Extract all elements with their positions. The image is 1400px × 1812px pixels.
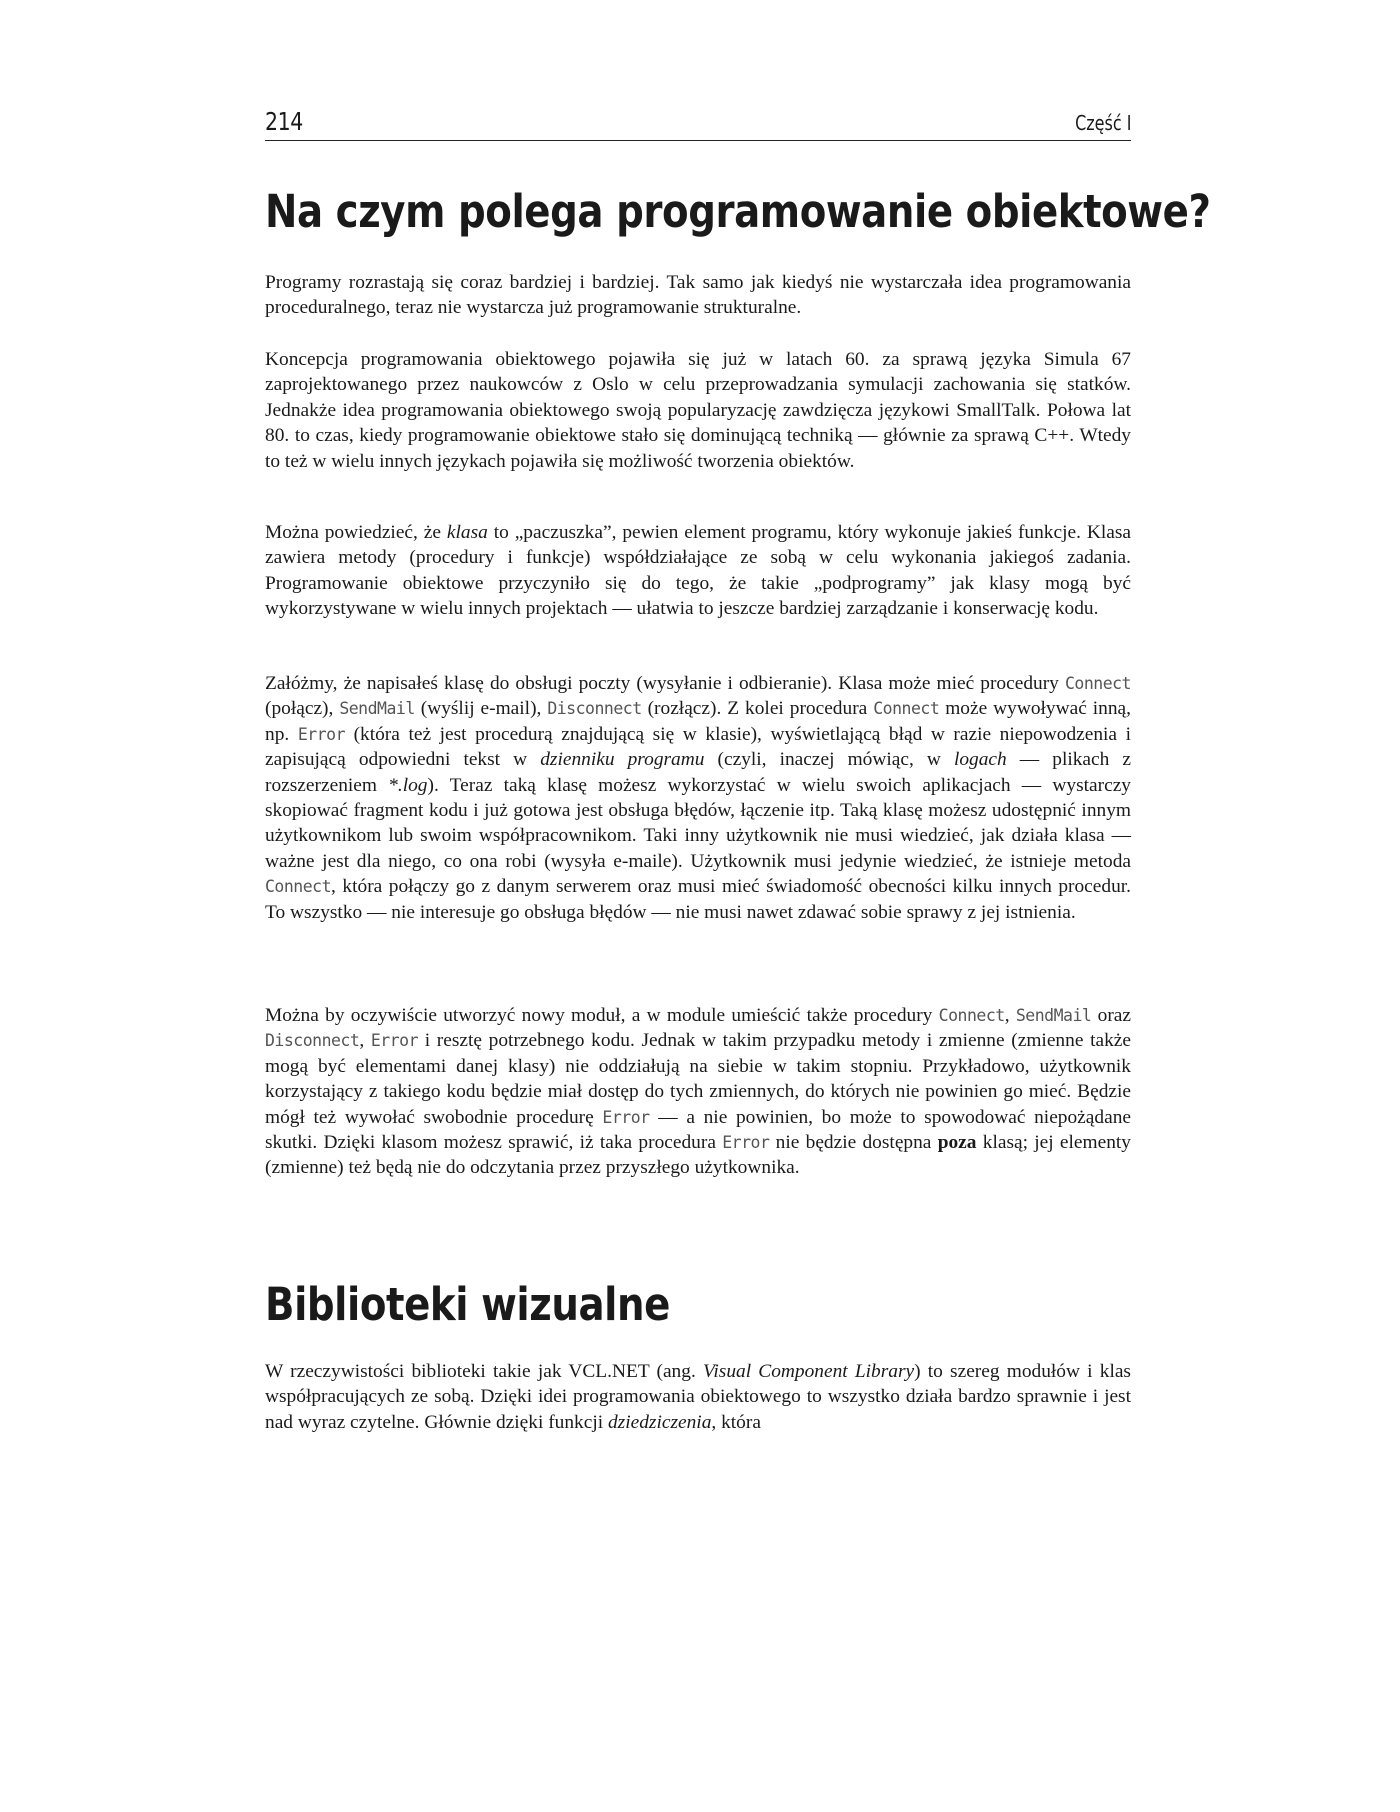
code-identifier: Connect <box>1064 674 1131 693</box>
section-heading-oop: Na czym polega programowanie obiektowe? <box>265 185 1211 238</box>
text-run: , <box>1004 1005 1016 1026</box>
paragraph: Koncepcja programowania obiektowego pojawiła się już w latach 60. za sprawą języka Simula 67 zaprojektowanego przez naukowców z Oslo w celu przeprowadzania symulacji zachowania się statków. Jednakże idea programowania obiektowego swoją popularyzację zawdzięcza językowi SmallTalk. Połowa lat 80. to czas, kiedy programowanie obiektowe stało się dominującą techniką — głównie za sprawą C++. Wtedy to też w wielu innych językach pojawiła się możliwość tworzenia obiektów. <box>265 349 1131 472</box>
text-run: klasą; jej elementy (zmienne) też będą nie do odczytania przez przyszłego użytkownika. <box>265 1132 1131 1179</box>
code-identifier: Disconnect <box>265 1031 360 1051</box>
code-identifier: Error <box>722 1133 770 1153</box>
text-run: (czyli, inaczej mówiąc, w <box>704 749 954 771</box>
text-run: , która połączy go z danym serwerem oraz musi mieć świadomość obecności kilku innych procedur. To wszystko — nie interesuje go obsługa błędów — nie musi nawet zdawać sobie sprawy z jej istnienia. <box>265 876 1131 923</box>
text-run: W rzeczywistości biblioteki takie jak VCL.NET (ang. <box>265 1361 703 1382</box>
paragraph <box>265 1359 1131 1435</box>
term-italic: logach <box>953 749 1007 771</box>
code-identifier: SendMail <box>1015 1006 1092 1025</box>
text-run: Można powiedzieć, że <box>265 522 447 543</box>
running-header <box>265 102 1131 141</box>
term-italic: *.log <box>388 774 428 796</box>
text-run: i resztę potrzebnego kodu. Jednak w takim przypadku metody i zmienne (zmienne także mogą być elementami danej klasy) nie oddziałują na siebie w takim stopniu. Przykładowo, użytkownik korzystający z takiego kodu będzie miał dostęp do tych zmiennych, do których nie powinien go mieć. Będzie mógł też wywołać swobodnie procedurę <box>265 1030 1131 1128</box>
code-identifier: SendMail <box>339 699 415 719</box>
text-run: (połącz), <box>265 698 340 720</box>
term-italic: dzienniku programu <box>540 749 705 771</box>
term-italic: Visual Component Library <box>702 1361 915 1382</box>
text-run: , <box>359 1030 371 1052</box>
part-label: Część I <box>1074 111 1131 135</box>
paragraph <box>265 1003 1131 1181</box>
text-run: (rozłącz). Z kolei procedura <box>641 698 874 720</box>
text-run: — a nie powinien, bo może to spowodować niepożądane skutki. Dzięki klasom możesz sprawić, iż taka procedura <box>265 1106 1132 1154</box>
text-run: ). Teraz taką klasę możesz wykorzystać w wielu swoich aplikacjach — wystarczy skopiować fragment kodu i już gotowa jest obsługa błędów, łączenie itp. Taką klasę możesz udostępnić innym użytkownikom lub swoim współpracownikom. Taki inny użytkownik nie musi wiedzieć, jak działa klasa — ważne jest dla niego, co ona robi (wysyła e-maile). Użytkownik musi jedynie wiedzieć, że istnieje metoda <box>265 774 1131 872</box>
paragraph: Programy rozrastają się coraz bardziej i bardziej. Tak samo jak kiedyś nie wystarczała idea programowania proceduralnego, teraz nie wystarcza już programowanie strukturalne. <box>265 272 1131 319</box>
section-heading-visual-libraries: Biblioteki wizualne <box>265 1278 670 1331</box>
paragraph <box>265 671 1131 925</box>
paragraph <box>265 520 1131 622</box>
code-identifier: Connect <box>265 877 332 897</box>
text-run: Załóżmy, że napisałeś klasę do obsługi poczty (wysyłanie i odbieranie). Klasa może mieć procedury <box>265 673 1065 694</box>
text-run: (wyślij e-mail), <box>414 698 548 720</box>
text-run: ) to szereg modułów i klas współpracujących ze sobą. Dzięki idei programowania obiektowego to wszystko działa bardzo sprawnie i jest nad wyraz czytelne. Głównie dzięki funkcji <box>265 1361 1131 1433</box>
text-run: (która też jest procedurą znajdującą się w klasie), wyświetlającą błąd w razie niepowodzenia i zapisującą odpowiedni tekst w <box>265 723 1132 771</box>
text-run: nie będzie dostępna <box>769 1132 938 1154</box>
text-run: , która <box>711 1411 761 1433</box>
code-identifier: Connect <box>938 1006 1005 1025</box>
text-run: oraz <box>1091 1005 1131 1026</box>
code-identifier: Error <box>602 1107 650 1127</box>
term-bold: poza <box>937 1132 977 1154</box>
code-identifier: Error <box>297 724 345 744</box>
text-run: to „paczuszka”, pewien element programu, który wykonuje jakieś funkcje. Klasa zawiera metody (procedury i funkcje) współdziałające ze sobą w celu wykonania jakiegoś zadania. Programowanie obiektowe przyczyniło się do tego, że takie „podprogramy” jak klasy mogą być wykorzystywane w wielu innych projektach — ułatwia to jeszcze bardziej zarządzanie i konserwację kodu. <box>265 522 1131 620</box>
text-run: Można by oczywiście utworzyć nowy moduł, a w module umieścić także procedury <box>265 1005 939 1026</box>
term-italic: klasa <box>446 522 488 543</box>
term-italic: dziedziczenia <box>607 1411 712 1433</box>
text-run: może wywoływać inną, np. <box>265 698 1131 745</box>
text-run: — plikach z rozszerzeniem <box>265 749 1131 796</box>
code-identifier: Error <box>370 1031 419 1051</box>
code-identifier: Connect <box>873 699 940 719</box>
page-number: 214 <box>265 107 303 136</box>
code-identifier: Disconnect <box>547 699 642 719</box>
